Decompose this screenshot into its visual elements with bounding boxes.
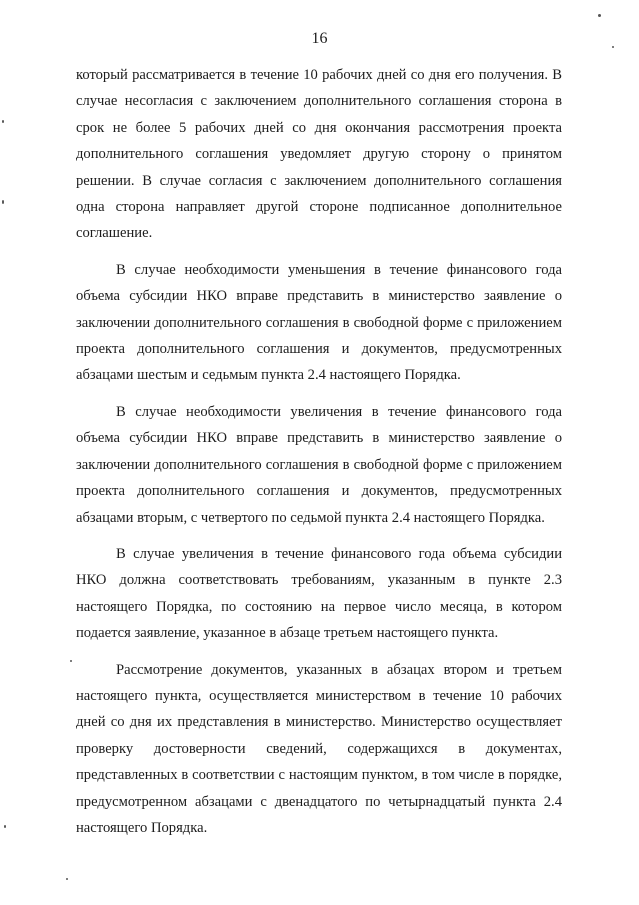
scan-speck: [4, 825, 6, 828]
scan-speck: [66, 878, 68, 880]
paragraph-increase-requirements: В случае увеличения в течение финансового года объема субсидии НКО должна соответствовать требованиям, указанным в пункте 2.3 настоящего Порядка, по состоянию на первое число месяца, в котором подается заявление, указанное в абзаце третьем настоящего пункта.: [76, 545, 562, 642]
page-number: 16: [311, 30, 328, 47]
scan-speck: [612, 46, 614, 48]
paragraph-decrease-subsidy: В случае необходимости уменьшения в течение финансового года объема субсидии НКО вправе представить в министерство заявление о заключении дополнительного соглашения в свободной форме с приложением проекта дополнительного соглашения и документов, предусмотренных абзацами шестым и седьмым пункта 2.4 настоящего Порядка.: [76, 261, 562, 384]
paragraph-document-review: Рассмотрение документов, указанных в абзацах втором и третьем настоящего пункта, осуществляется министерством в течение 10 рабочих дней со дня их представления в министерство. Министерство осуществляет проверку достоверности сведений, содержащихся в документах, представленных в соответствии с настоящим пунктом, в том числе в порядке, предусмотренном абзацами с двенадцатого по четырнадцатый пункта 2.4 настоящего Порядка.: [76, 661, 562, 836]
paragraph-continuation: который рассматривается в течение 10 рабочих дней со дня его получения. В случае несогласия с заключением дополнительного соглашения сторона в срок не более 5 рабочих дней со дня окончания рассмотрения проекта дополнительного соглашения уведомляет другую сторону о принятом решении. В случае согласия с заключением дополнительного соглашения одна сторона направляет другой стороне подписанное дополнительное соглашение.: [76, 67, 562, 242]
document-body: [76, 62, 562, 841]
scan-speck: [70, 660, 72, 662]
scan-speck: [2, 120, 4, 123]
paragraph-increase-subsidy: В случае необходимости увеличения в течение финансового года объема субсидии НКО вправе представить в министерство заявление о заключении дополнительного соглашения в свободной форме с приложением проекта дополнительного соглашения и документов, предусмотренных абзацами вторым, с четвертого по седьмой пункта 2.4 настоящего Порядка.: [76, 403, 562, 526]
scan-speck: [2, 200, 4, 204]
scan-speck: [598, 14, 601, 17]
